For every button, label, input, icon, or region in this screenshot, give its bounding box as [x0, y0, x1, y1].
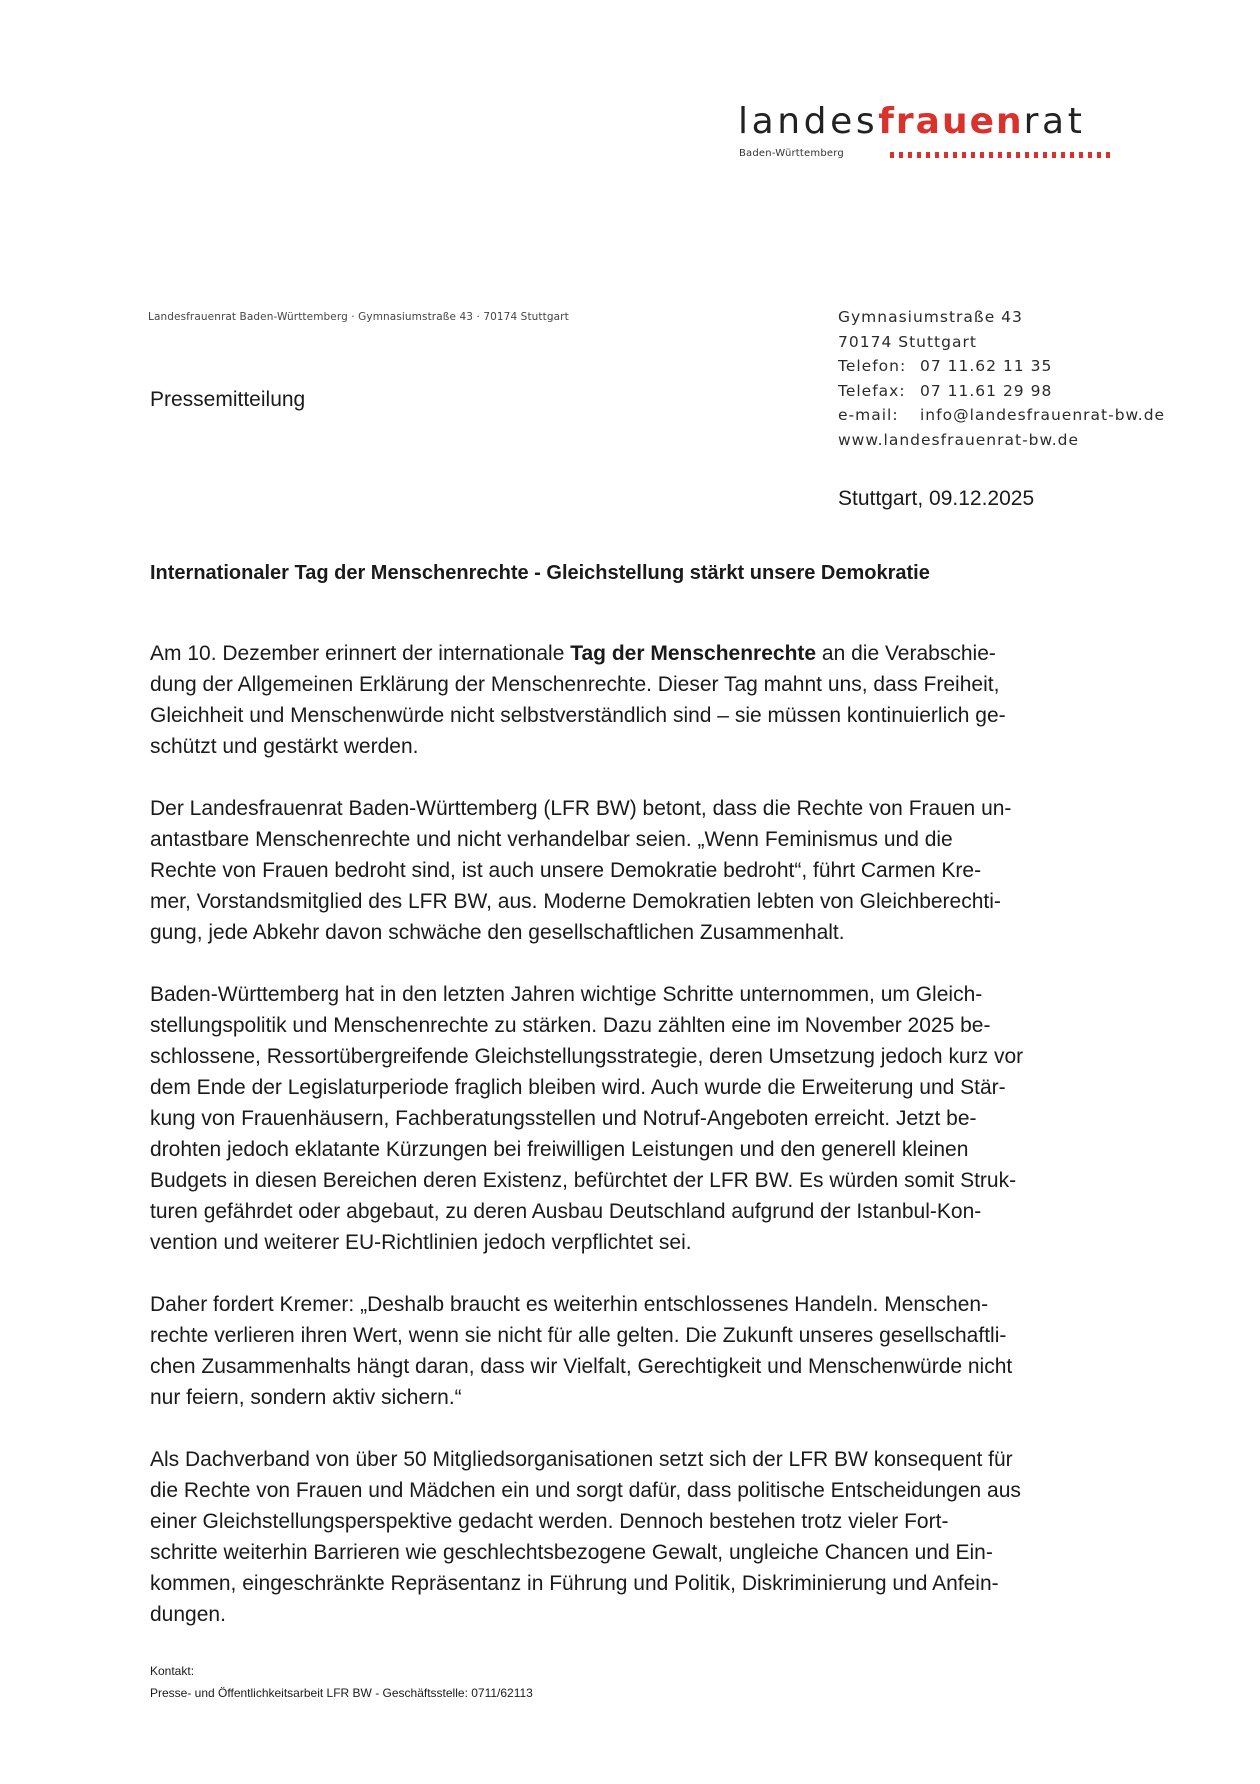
headline: Internationaler Tag der Menschenrechte - Gleichstellung stärkt unsere Demokratie — [150, 562, 930, 584]
p3-line: drohten jedoch eklatante Kürzungen bei freiwilligen Leistungen und den generell kleinen — [150, 1138, 969, 1161]
p4-line: nur feiern, sondern aktiv sichern.“ — [150, 1386, 462, 1409]
p3-line: turen gefährdet oder abgebaut, zu deren Ausbau Deutschland aufgrund der Istanbul-Kon- — [150, 1200, 982, 1223]
phone-value: 07 11.62 11 35 — [920, 357, 1053, 375]
p5-line: dungen. — [150, 1603, 226, 1626]
p4-line: chen Zusammenhalts hängt daran, dass wir Vielfalt, Gerechtigkeit und Menschenwürde nicht — [150, 1355, 1013, 1378]
p2-line: Rechte von Frauen bedroht sind, ist auch unsere Demokratie bedroht“, führt Carmen Kre- — [150, 859, 982, 882]
body-text — [150, 638, 1130, 1661]
logo-subtitle: Baden-Württemberg — [739, 148, 844, 159]
contact-city: 70174 Stuttgart — [838, 332, 977, 351]
p2-line: Der Landesfrauenrat Baden-Württemberg (LFR BW) betont, dass die Rechte von Frauen un- — [150, 797, 1012, 820]
footer-label: Kontakt: — [150, 1664, 195, 1678]
footer-contact — [150, 1660, 533, 1704]
paragraph-3 — [150, 979, 1130, 1258]
website-link[interactable]: www.landesfrauenrat-bw.de — [838, 430, 1080, 449]
logo-text-b: frauen — [878, 101, 1024, 142]
email-link[interactable]: info@landesfrauenrat-bw.de — [920, 406, 1166, 424]
logo-dotted-line — [890, 152, 1112, 158]
p2-line: mer, Vorstandsmitglied des LFR BW, aus. Moderne Demokratien lebten von Gleichberechti- — [150, 890, 1001, 913]
p1-line — [150, 638, 1130, 669]
p5-line: schritte weiterhin Barrieren wie geschlechtsbezogene Gewalt, ungleiche Chancen und Ein- — [150, 1541, 993, 1564]
p4-line: rechte verlieren ihren Wert, wenn sie nicht für alle gelten. Die Zukunft unseres gesellschaftli- — [150, 1324, 1007, 1347]
contact-street: Gymnasiumstraße 43 — [838, 308, 1023, 326]
p1-line: schützt und gestärkt werden. — [150, 735, 419, 758]
p3-line: kung von Frauenhäusern, Fachberatungsstellen und Notruf-Angeboten erreicht. Jetzt be- — [150, 1107, 977, 1130]
p4-line: Daher fordert Kremer: „Deshalb braucht es weiterhin entschlossenes Handeln. Menschen- — [150, 1293, 989, 1316]
paragraph-5 — [150, 1444, 1130, 1630]
paragraph-4 — [150, 1289, 1130, 1413]
email-label: e-mail: — [838, 406, 899, 424]
contact-email-row — [838, 403, 1165, 428]
p2-line: antastbare Menschenrechte und nicht verhandelbar seien. „Wenn Feminismus und die — [150, 828, 953, 851]
p1-line: Gleichheit und Menschenwürde nicht selbstverständlich sind – sie müssen kontinuierlich ge- — [150, 704, 1006, 727]
p2-line: gung, jede Abkehr davon schwäche den gesellschaftlichen Zusammenhalt. — [150, 921, 845, 944]
paragraph-2 — [150, 793, 1130, 948]
p5-line: kommen, eingeschränkte Repräsentanz in Führung und Politik, Diskriminierung und Anfein- — [150, 1572, 999, 1595]
contact-phone-row — [838, 354, 1165, 379]
p3-line: Budgets in diesen Bereichen deren Existenz, befürchtet der LFR BW. Es würden somit Struk- — [150, 1169, 1017, 1192]
logo-text-a: landes — [738, 101, 879, 142]
p3-line: vention und weiterer EU-Richtlinien jedoch verpflichtet sei. — [150, 1231, 692, 1254]
logo-wordmark — [738, 101, 1086, 142]
p3-line: schlossene, Ressortübergreifende Gleichstellungsstrategie, deren Umsetzung jedoch kurz vor — [150, 1045, 1024, 1068]
p5-line: Als Dachverband von über 50 Mitgliedsorganisationen setzt sich der LFR BW konsequent für — [150, 1448, 1013, 1471]
contact-block — [838, 305, 1165, 452]
paragraph-1 — [150, 638, 1130, 762]
document-date: Stuttgart, 09.12.2025 — [838, 487, 1035, 510]
p5-line: die Rechte von Frauen und Mädchen ein und sorgt dafür, dass politische Entscheidungen aus — [150, 1479, 1021, 1502]
fax-label: Telefax: — [838, 381, 906, 400]
p5-line: einer Gleichstellungsperspektive gedacht werden. Dennoch bestehen trotz vieler Fort- — [150, 1510, 949, 1533]
p1-line: dung der Allgemeinen Erklärung der Menschenrechte. Dieser Tag mahnt uns, dass Freiheit, — [150, 673, 1000, 696]
document-type: Pressemitteilung — [150, 388, 306, 411]
footer-line: Presse- und Öffentlichkeitsarbeit LFR BW - Geschäftsstelle: 0711/62113 — [150, 1686, 533, 1700]
p3-line: dem Ende der Legislaturperiode fraglich bleiben wird. Auch wurde die Erweiterung und Stär- — [150, 1076, 1006, 1099]
p1-bold-term: Tag der Menschenrechte — [570, 642, 817, 665]
fax-value: 07 11.61 29 98 — [920, 381, 1053, 400]
phone-label: Telefon: — [838, 357, 907, 375]
logo — [738, 101, 1118, 164]
sender-address-line: Landesfrauenrat Baden-Württemberg · Gymnasiumstraße 43 · 70174 Stuttgart — [148, 311, 569, 323]
p3-line: stellungspolitik und Menschenrechte zu stärken. Dazu zählten eine im November 2025 be- — [150, 1014, 991, 1037]
p3-line: Baden-Württemberg hat in den letzten Jahren wichtige Schritte unternommen, um Gleich- — [150, 983, 983, 1006]
p1-text: an die Verabschie- — [816, 642, 996, 665]
contact-fax-row — [838, 379, 1165, 404]
logo-text-c: rat — [1023, 101, 1086, 142]
p1-text: Am 10. Dezember erinnert der internationale — [150, 642, 571, 665]
